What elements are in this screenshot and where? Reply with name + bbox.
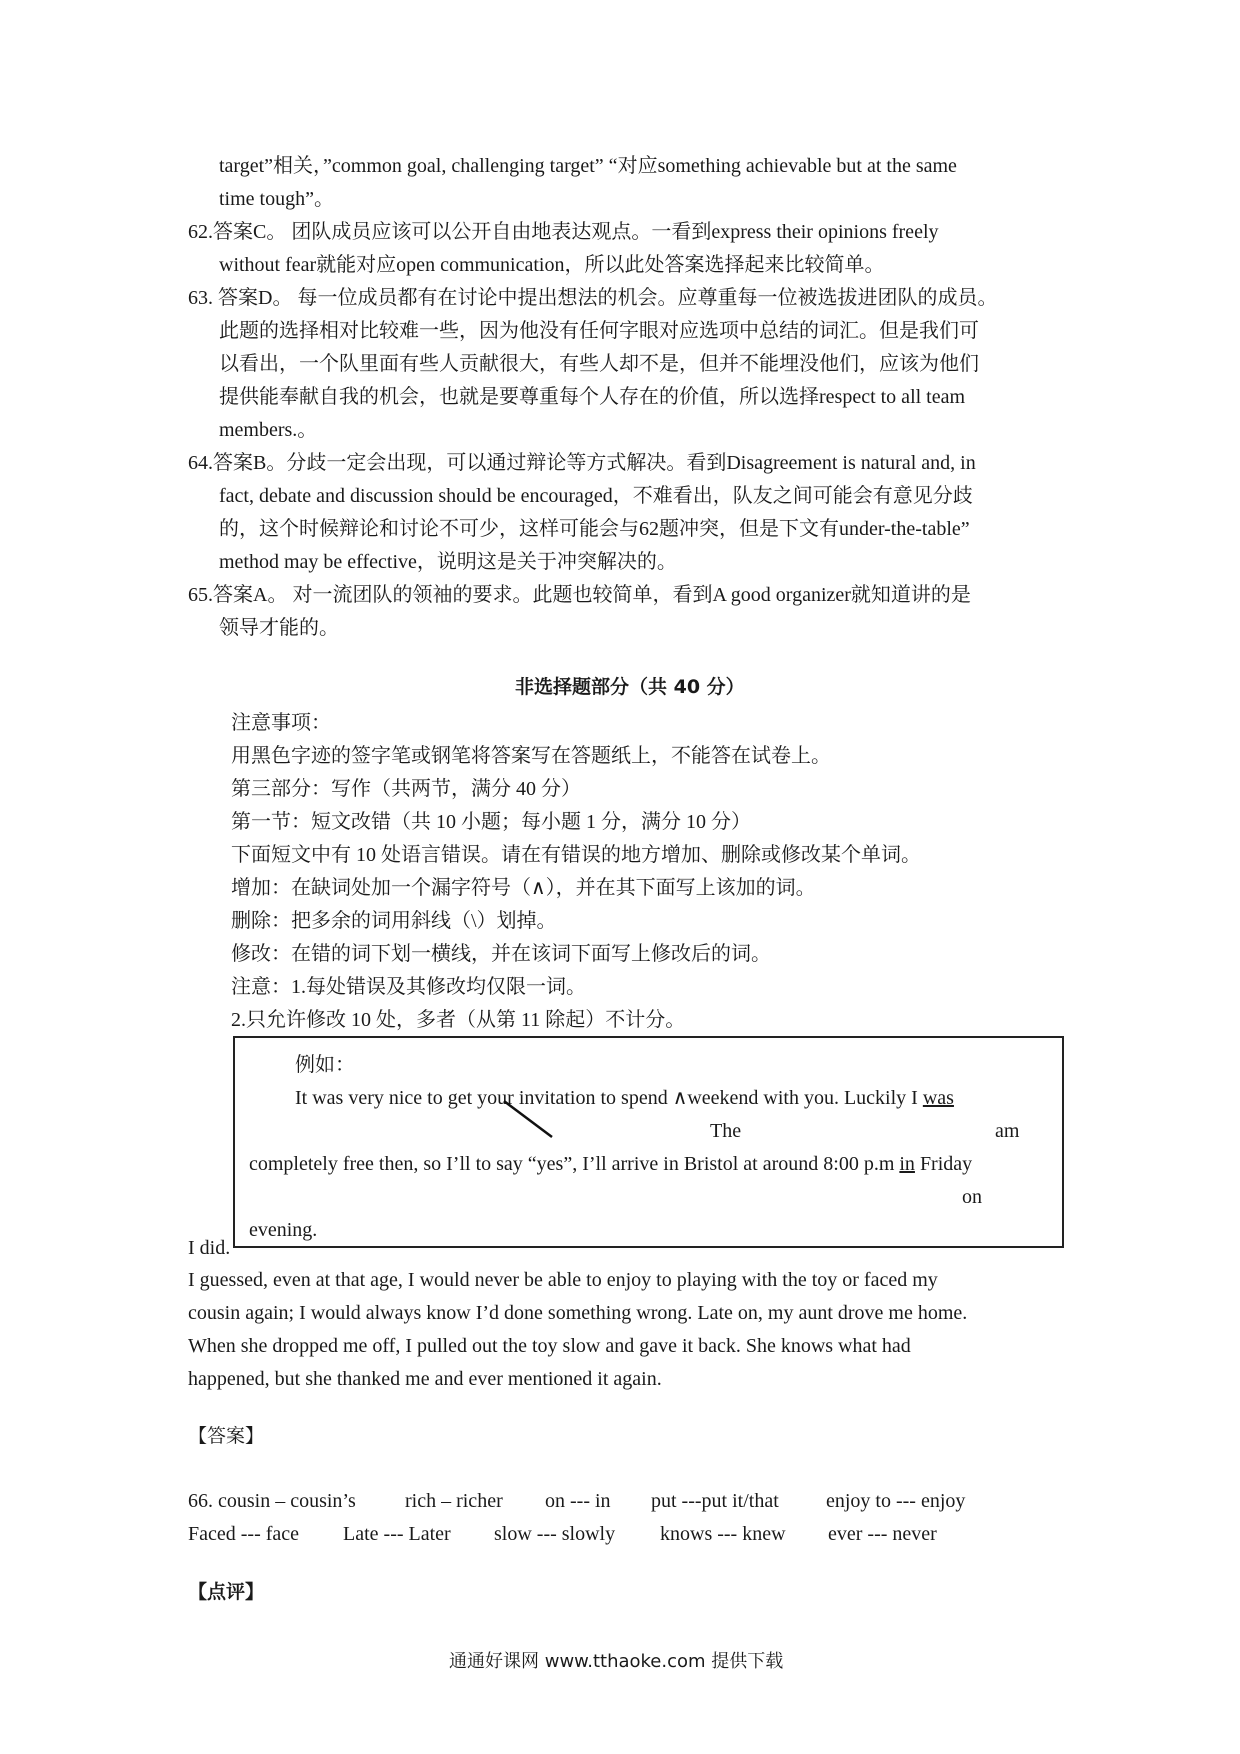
answer-item: put ---put it/that [651,1490,779,1512]
answer-63: 63. 答案D。 每一位成员都有在讨论中提出想法的机会。应尊重每一位被选拔进团队的成员。 [188,287,998,309]
answer-item: Late --- Later [343,1523,451,1545]
example-insert-word: The [710,1120,742,1142]
answer-item: on --- in [545,1490,611,1512]
analysis-line: 的，这个时候辩论和讨论不可少，这样可能会与62题冲突，但是下文有under-the-table” [219,518,970,540]
analysis-line: 此题的选择相对比较难一些，因为他没有任何字眼对应选项中总结的词汇。但是我们可 [219,320,979,342]
passage-line: cousin again; I would always know I’d done something wrong. Late on, my aunt drove me home. [188,1302,968,1324]
instruction-line: 删除：把多余的词用斜线（\）划掉。 [231,910,557,932]
analysis-line: 提供能奉献自我的机会，也就是要尊重每个人存在的价值，所以选择respect to all team [219,386,966,408]
example-line-2 [249,1154,972,1174]
analysis-line: 领导才能的。 [219,617,339,639]
page-footer: 通通好课网 www.tthaoke.com 提供下载 [449,1651,784,1672]
instruction-line: 注意：1.每处错误及其修改均仅限一词。 [231,976,586,998]
answer-65: 65.答案A。 对一流团队的领袖的要求。此题也较简单，看到A good organizer就知道讲的是 [188,584,971,606]
example-line-3: evening. [249,1219,318,1241]
passage-line: I guessed, even at that age, I would never be able to enjoy to playing with the toy or faced my [188,1269,938,1291]
answer-64: 64.答案B。分歧一定会出现，可以通过辩论等方式解决。看到Disagreement is natural and, in [188,452,976,474]
analysis-line: 以看出，一个队里面有些人贡献很大，有些人却不是，但并不能埋没他们，应该为他们 [219,353,979,375]
example-correction: on [962,1186,982,1208]
example-label: 例如： [295,1054,355,1076]
answer-item: 66. cousin – cousin’s [188,1490,356,1512]
instruction-line: 第三部分：写作（共两节，满分 40 分） [231,778,581,800]
analysis-line: target”相关，”common goal, challenging target” “对应something achievable but at the same [219,155,957,177]
instruction-line: 用黑色字迹的签字笔或钢笔将答案写在答题纸上，不能答在试卷上。 [231,745,831,767]
analysis-line: time tough”。 [219,188,334,210]
example-line-1 [295,1088,954,1108]
passage-fragment: I did. [188,1237,231,1259]
example-text: Friday [914,1153,973,1175]
analysis-line: without fear就能对应open communication，所以此处答案选择起来比较简单。 [219,254,885,276]
example-correction: am [995,1120,1020,1142]
instruction-line: 修改：在错的词下划一横线，并在该词下面写上修改后的词。 [231,943,771,965]
instruction-line: 第一节：短文改错（共 10 小题；每小题 1 分，满分 10 分） [231,811,751,833]
passage-line: happened, but she thanked me and ever mentioned it again. [188,1368,662,1390]
example-error-word: in [899,1153,915,1175]
instruction-line: 注意事项： [231,712,331,734]
passage-line: When she dropped me off, I pulled out the toy slow and gave it back. She knows what had [188,1335,911,1357]
section-title: 非选择题部分（共 40 分） [515,676,745,698]
example-text: completely free then, so I’ll to say “yes”, I’ll arrive in Bristol at around 8:00 p.m [249,1153,900,1175]
example-box [233,1036,1064,1248]
instruction-line: 2.只允许修改 10 处，多者（从第 11 除起）不计分。 [231,1009,686,1031]
analysis-line: fact, debate and discussion should be encouraged，不难看出，队友之间可能会有意见分歧 [219,485,973,507]
answer-62: 62.答案C。 团队成员应该可以公开自由地表达观点。一看到express their opinions freely [188,221,939,243]
analysis-line: members.。 [219,419,318,441]
example-text: It was very nice to get your invitation to spend ∧weekend with you. Luckily I [295,1087,923,1109]
answer-item: rich – richer [405,1490,503,1512]
analysis-line: method may be effective，说明这是关于冲突解决的。 [219,551,677,573]
answer-item: slow --- slowly [494,1523,616,1545]
instruction-line: 增加：在缺词处加一个漏字符号（∧），并在其下面写上该加的词。 [231,877,816,899]
answer-heading: 【答案】 [188,1425,265,1447]
answer-item: knows --- knew [660,1523,786,1545]
example-error-word: was [922,1087,954,1109]
instruction-line: 下面短文中有 10 处语言错误。请在有错误的地方增加、删除或修改某个单词。 [231,844,921,866]
answer-item: Faced --- face [188,1523,300,1545]
answer-item: enjoy to --- enjoy [826,1490,966,1512]
answer-item: ever --- never [828,1523,937,1545]
comment-heading: 【点评】 [188,1581,265,1603]
deletion-slash-mark [502,1099,554,1139]
